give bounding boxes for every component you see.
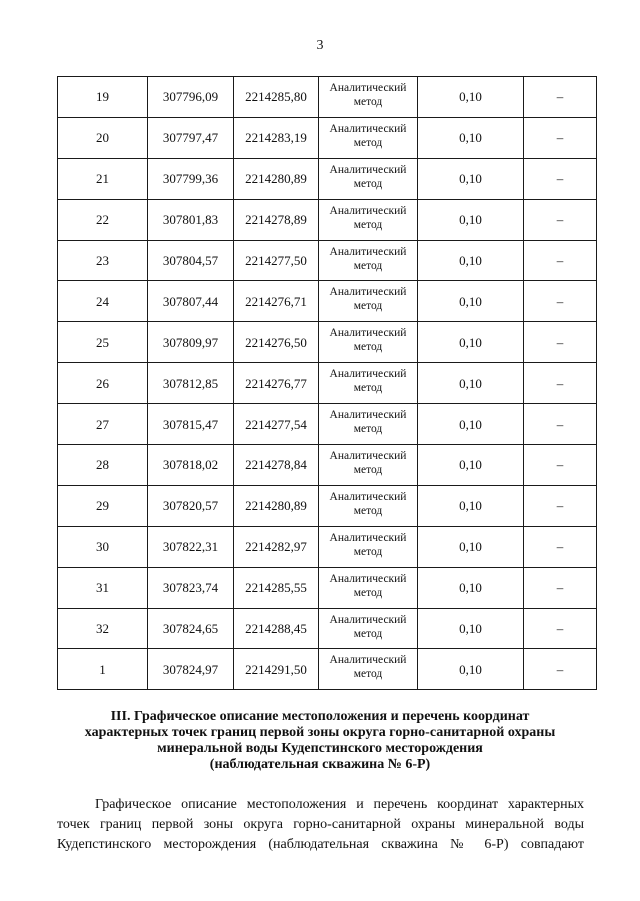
x-coordinate-cell: 307822,31	[148, 526, 234, 567]
method-line: метод	[353, 668, 383, 681]
section-heading-line: характерных точек границ первой зоны округа горно-санитарной охраны	[84, 725, 556, 740]
table-row	[58, 526, 597, 567]
y-coordinate-cell: 2214278,84	[234, 445, 319, 486]
body-paragraph	[57, 795, 584, 855]
x-coordinate-cell: 307818,02	[148, 445, 234, 486]
point-number-cell: 19	[58, 77, 148, 118]
y-coordinate-cell: 2214278,89	[234, 199, 319, 240]
accuracy-cell: 0,10	[418, 445, 524, 486]
accuracy-cell: 0,10	[418, 649, 524, 690]
paragraph-line: Графическое описание местоположения и перечень координат характерных	[95, 797, 584, 812]
accuracy-cell: 0,10	[418, 526, 524, 567]
x-coordinate-cell: 307820,57	[148, 485, 234, 526]
method-cell	[319, 199, 418, 240]
coordinates-table	[57, 76, 597, 690]
method-line: метод	[353, 464, 383, 477]
dash-cell: –	[524, 281, 597, 322]
method-line: Аналитический	[329, 654, 407, 667]
coordinates-table-body	[58, 77, 597, 690]
method-cell	[319, 445, 418, 486]
table-row	[58, 117, 597, 158]
method-line: метод	[353, 382, 383, 395]
method-cell	[319, 158, 418, 199]
x-coordinate-cell: 307801,83	[148, 199, 234, 240]
point-number-cell: 28	[58, 445, 148, 486]
y-coordinate-cell: 2214277,54	[234, 404, 319, 445]
point-number-cell: 1	[58, 649, 148, 690]
method-cell	[319, 240, 418, 281]
paragraph-line: точек границ первой зоны округа горно-санитарной охраны минеральной воды	[57, 817, 584, 832]
dash-cell: –	[524, 240, 597, 281]
section-heading-line: минеральной воды Кудепстинского месторождения	[157, 741, 483, 756]
section-heading-line: (наблюдательная скважина № 6-Р)	[209, 757, 431, 772]
accuracy-cell: 0,10	[418, 363, 524, 404]
x-coordinate-cell: 307823,74	[148, 567, 234, 608]
accuracy-cell: 0,10	[418, 322, 524, 363]
dash-cell: –	[524, 363, 597, 404]
dash-cell: –	[524, 117, 597, 158]
dash-cell: –	[524, 322, 597, 363]
table-row	[58, 608, 597, 649]
method-cell	[319, 404, 418, 445]
dash-cell: –	[524, 404, 597, 445]
method-line: Аналитический	[329, 450, 407, 463]
table-row	[58, 240, 597, 281]
accuracy-cell: 0,10	[418, 485, 524, 526]
method-line: Аналитический	[329, 327, 407, 340]
accuracy-cell: 0,10	[418, 240, 524, 281]
x-coordinate-cell: 307797,47	[148, 117, 234, 158]
method-line: метод	[353, 259, 383, 272]
x-coordinate-cell: 307796,09	[148, 77, 234, 118]
section-heading-line: III. Графическое описание местоположения и перечень координат	[110, 709, 530, 724]
method-line: Аналитический	[329, 204, 407, 217]
method-line: Аналитический	[329, 531, 407, 544]
y-coordinate-cell: 2214282,97	[234, 526, 319, 567]
method-line: Аналитический	[329, 163, 407, 176]
method-line: метод	[353, 423, 383, 436]
y-coordinate-cell: 2214288,45	[234, 608, 319, 649]
table-row	[58, 445, 597, 486]
accuracy-cell: 0,10	[418, 199, 524, 240]
method-line: метод	[353, 300, 383, 313]
method-line: метод	[353, 586, 383, 599]
y-coordinate-cell: 2214277,50	[234, 240, 319, 281]
point-number-cell: 21	[58, 158, 148, 199]
method-cell	[319, 567, 418, 608]
accuracy-cell: 0,10	[418, 281, 524, 322]
table-row	[58, 77, 597, 118]
dash-cell: –	[524, 485, 597, 526]
point-number-cell: 22	[58, 199, 148, 240]
method-line: Аналитический	[329, 490, 407, 503]
point-number-cell: 25	[58, 322, 148, 363]
point-number-cell: 26	[58, 363, 148, 404]
method-line: метод	[353, 341, 383, 354]
dash-cell: –	[524, 77, 597, 118]
dash-cell: –	[524, 445, 597, 486]
dash-cell: –	[524, 158, 597, 199]
x-coordinate-cell: 307812,85	[148, 363, 234, 404]
x-coordinate-cell: 307807,44	[148, 281, 234, 322]
accuracy-cell: 0,10	[418, 404, 524, 445]
method-cell	[319, 281, 418, 322]
y-coordinate-cell: 2214276,71	[234, 281, 319, 322]
table-row	[58, 158, 597, 199]
point-number-cell: 30	[58, 526, 148, 567]
method-line: Аналитический	[329, 122, 407, 135]
point-number-cell: 31	[58, 567, 148, 608]
point-number-cell: 27	[58, 404, 148, 445]
point-number-cell: 23	[58, 240, 148, 281]
x-coordinate-cell: 307804,57	[148, 240, 234, 281]
method-cell	[319, 649, 418, 690]
method-line: метод	[353, 136, 383, 149]
accuracy-cell: 0,10	[418, 158, 524, 199]
method-line: Аналитический	[329, 572, 407, 585]
x-coordinate-cell: 307824,65	[148, 608, 234, 649]
accuracy-cell: 0,10	[418, 117, 524, 158]
method-cell	[319, 485, 418, 526]
accuracy-cell: 0,10	[418, 608, 524, 649]
method-line: Аналитический	[329, 286, 407, 299]
table-row	[58, 322, 597, 363]
point-number-cell: 32	[58, 608, 148, 649]
method-line: метод	[353, 545, 383, 558]
method-line: метод	[353, 218, 383, 231]
method-line: метод	[353, 627, 383, 640]
table-row	[58, 567, 597, 608]
x-coordinate-cell: 307824,97	[148, 649, 234, 690]
dash-cell: –	[524, 608, 597, 649]
table-row	[58, 649, 597, 690]
y-coordinate-cell: 2214280,89	[234, 485, 319, 526]
table-row	[58, 281, 597, 322]
method-cell	[319, 117, 418, 158]
method-line: метод	[353, 177, 383, 190]
method-line: Аналитический	[329, 245, 407, 258]
section-heading	[30, 709, 610, 773]
accuracy-cell: 0,10	[418, 567, 524, 608]
method-line: Аналитический	[329, 82, 407, 94]
point-number-cell: 29	[58, 485, 148, 526]
y-coordinate-cell: 2214280,89	[234, 158, 319, 199]
method-cell	[319, 77, 418, 118]
method-line: метод	[353, 96, 383, 108]
method-cell	[319, 526, 418, 567]
method-cell	[319, 608, 418, 649]
dash-cell: –	[524, 199, 597, 240]
method-line: Аналитический	[329, 613, 407, 626]
method-line: Аналитический	[329, 409, 407, 422]
dash-cell: –	[524, 526, 597, 567]
accuracy-cell: 0,10	[418, 77, 524, 118]
table-row	[58, 404, 597, 445]
method-line: метод	[353, 504, 383, 517]
y-coordinate-cell: 2214276,77	[234, 363, 319, 404]
y-coordinate-cell: 2214291,50	[234, 649, 319, 690]
table-row	[58, 199, 597, 240]
method-cell	[319, 363, 418, 404]
paragraph-line: Кудепстинского месторождения (наблюдательная скважина № 6-Р) совпадают	[57, 837, 584, 852]
method-cell	[319, 322, 418, 363]
x-coordinate-cell: 307809,97	[148, 322, 234, 363]
x-coordinate-cell: 307799,36	[148, 158, 234, 199]
page-number: 3	[316, 38, 324, 53]
y-coordinate-cell: 2214285,80	[234, 77, 319, 118]
y-coordinate-cell: 2214285,55	[234, 567, 319, 608]
table-row	[58, 363, 597, 404]
point-number-cell: 20	[58, 117, 148, 158]
table-row	[58, 485, 597, 526]
dash-cell: –	[524, 567, 597, 608]
y-coordinate-cell: 2214283,19	[234, 117, 319, 158]
x-coordinate-cell: 307815,47	[148, 404, 234, 445]
dash-cell: –	[524, 649, 597, 690]
method-line: Аналитический	[329, 368, 407, 381]
point-number-cell: 24	[58, 281, 148, 322]
y-coordinate-cell: 2214276,50	[234, 322, 319, 363]
